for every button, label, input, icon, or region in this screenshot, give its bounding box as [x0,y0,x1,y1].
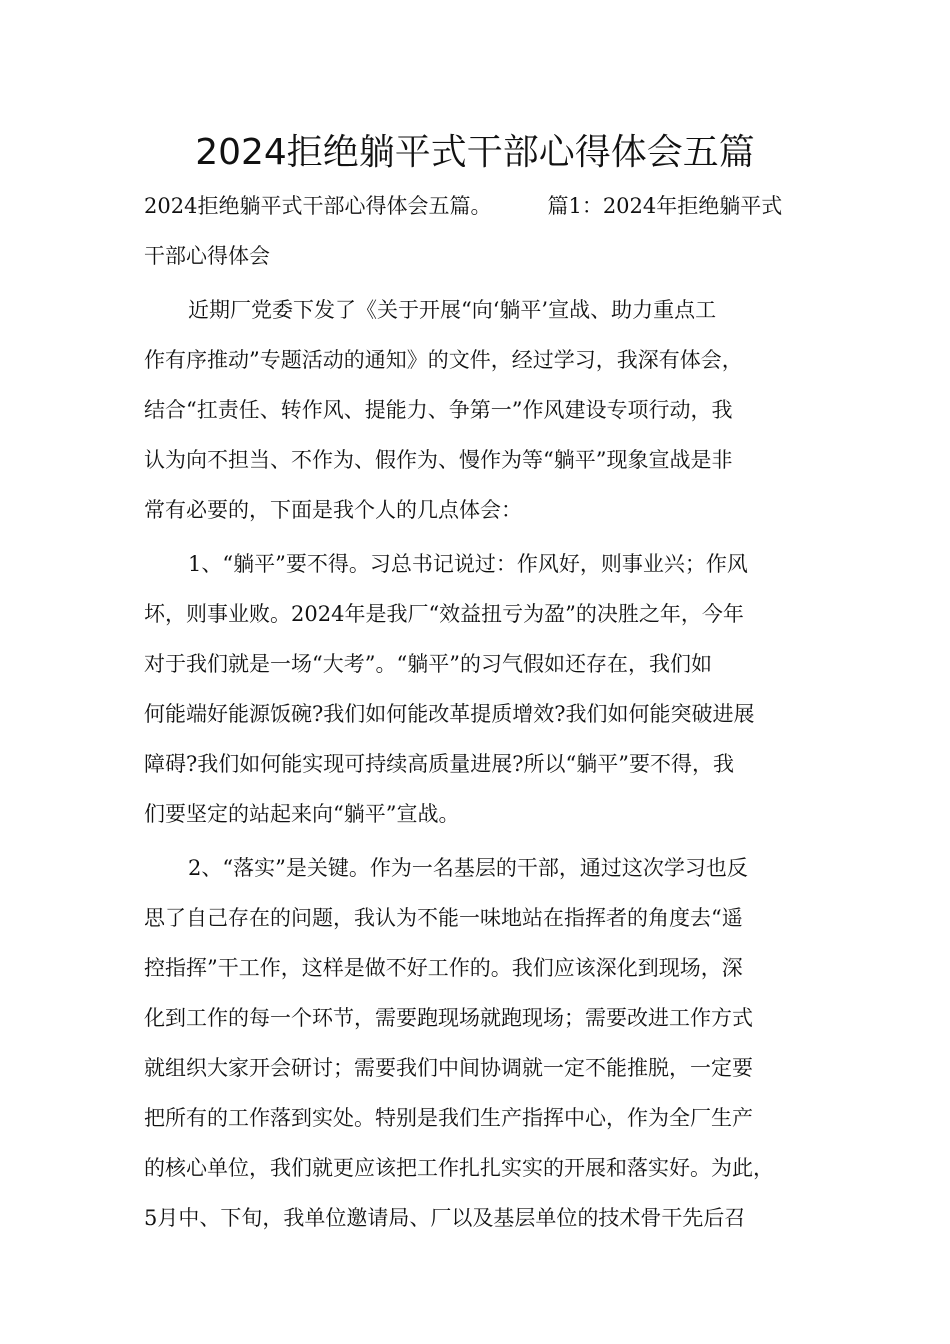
paragraph-line: 思了自己存在的问题，我认为不能一味地站在指挥者的角度去“遥 [144,906,743,930]
paragraph-line: 控指挥”干工作，这样是做不好工作的。我们应该深化到现场，深 [144,956,743,980]
paragraph-line: 2、“落实”是关键。作为一名基层的干部，通过这次学习也反 [188,856,748,880]
paragraph-line: 作有序推动”专题活动的通知》的文件，经过学习，我深有体会， [144,348,743,372]
intro-text-a: 2024拒绝躺平式干部心得体会五篇。 [144,194,492,218]
intro-line-2: 干部心得体会 [144,244,270,268]
paragraph-line: 何能端好能源饭碗?我们如何能改革提质增效?我们如何能突破进展 [144,702,755,726]
paragraph-line: 常有必要的，下面是我个人的几点体会： [144,498,522,522]
paragraph-line: 就组织大家开会研讨；需要我们中间协调就一定不能推脱，一定要 [144,1056,753,1080]
paragraph-line: 对于我们就是一场“大考”。“躺平”的习气假如还存在，我们如 [144,652,712,676]
document-body [144,181,809,1243]
document-title: 2024拒绝躺平式干部心得体会五篇 [195,132,755,173]
intro-text-b: 篇1：2024年拒绝躺平式 [547,194,783,218]
paragraph-line: 的核心单位，我们就更应该把工作扎扎实实的开展和落实好。为此， [144,1156,774,1180]
paragraph-line: 化到工作的每一个环节，需要跑现场就跑现场；需要改进工作方式 [144,1006,753,1030]
paragraph-line: 结合“扛责任、转作风、提能力、争第一”作风建设专项行动，我 [144,398,733,422]
intro-line-1 [144,181,809,231]
paragraph-line: 近期厂党委下发了《关于开展“向‘躺平’宣战、助力重点工 [188,298,717,322]
paragraph-line: 1、“躺平”要不得。习总书记说过：作风好，则事业兴；作风 [188,552,748,576]
paragraph-line: 障碍?我们如何能实现可持续高质量进展?所以“躺平”要不得，我 [144,752,734,776]
paragraph-1 [144,285,809,535]
paragraph-line: 把所有的工作落到实处。特别是我们生产指挥中心，作为全厂生产 [144,1106,753,1130]
paragraph-3 [144,843,809,1243]
paragraph-line: 认为向不担当、不作为、假作为、慢作为等“躺平”现象宣战是非 [144,448,733,472]
paragraph-2 [144,539,809,839]
paragraph-line: 们要坚定的站起来向“躺平”宣战。 [144,802,460,826]
paragraph-line: 坏，则事业败。2024年是我厂“效益扭亏为盈”的决胜之年，今年 [144,602,744,626]
paragraph-line: 5月中、下旬，我单位邀请局、厂以及基层单位的技术骨干先后召 [144,1206,746,1230]
